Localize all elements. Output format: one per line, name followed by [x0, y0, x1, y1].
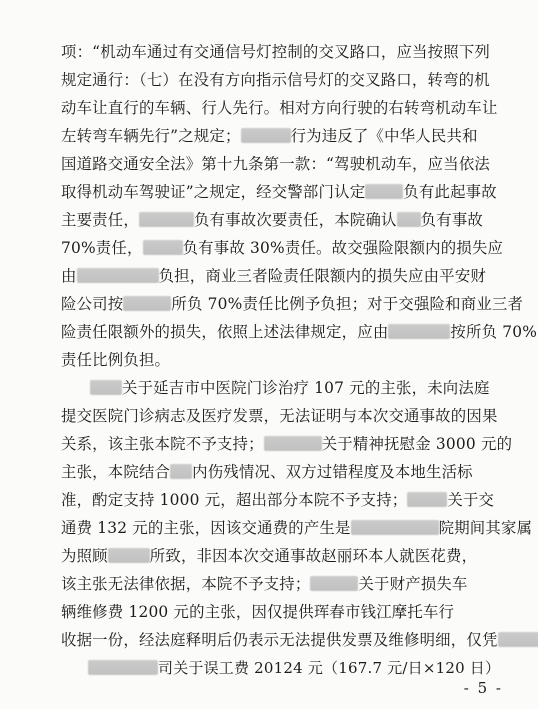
- text-segment: 准，酌定支持 1000 元，超出部分本院不予支持；: [61, 491, 408, 509]
- text-line: [61, 318, 537, 346]
- redaction-block: [498, 632, 538, 647]
- text-segment: 行为违反了《中华人民共和: [290, 127, 478, 145]
- text-line: [61, 542, 477, 570]
- text-line: [61, 38, 490, 66]
- redaction-block: [310, 576, 358, 591]
- redaction-block: [139, 212, 194, 227]
- text-line: [61, 430, 512, 458]
- text-segment: 主张，本院结合: [61, 463, 171, 481]
- text-segment: 关于延吉市中医院门诊治疗 107 元的主张，未向法庭: [122, 379, 490, 397]
- text-line: [61, 122, 478, 150]
- text-segment: 关于交: [447, 491, 495, 509]
- redaction-block: [108, 548, 150, 563]
- redaction-block: [90, 380, 122, 395]
- text-line: [61, 150, 490, 178]
- text-segment: 为照顾: [61, 547, 108, 565]
- text-segment: 取得机动车驾驶证”之规定，经交警部门认定: [61, 183, 366, 201]
- text-line: [61, 206, 483, 234]
- text-segment: 动车让直行的车辆、行人先行。相对方向行驶的右转弯机动车让: [61, 99, 498, 117]
- text-segment: 责任比例负担。: [61, 351, 171, 369]
- text-line: [90, 374, 490, 402]
- redaction-block: [241, 128, 291, 143]
- text-line: [61, 234, 503, 262]
- text-segment: 按所负 70%: [450, 323, 538, 341]
- redaction-block: [397, 212, 421, 227]
- text-segment: 左转弯车辆先行”之规定；: [61, 127, 241, 145]
- text-line: [61, 290, 523, 318]
- text-segment: 负有此起事故: [403, 183, 497, 201]
- text-segment: 提交医院门诊病志及医疗发票，无法证明与本次交通事故的因果: [61, 407, 498, 425]
- text-segment: 70%责任，: [61, 239, 143, 257]
- redaction-block: [264, 436, 322, 451]
- text-line: [61, 178, 497, 206]
- text-line: [61, 486, 494, 514]
- text-line: [61, 66, 490, 94]
- redaction-block: [170, 464, 192, 479]
- text-segment: 司关于误工费 20124 元（167.7 元/日×120 日）: [158, 659, 501, 677]
- text-line: [61, 94, 498, 122]
- text-line: [88, 654, 500, 682]
- text-line: [61, 346, 170, 374]
- redaction-block: [365, 184, 403, 199]
- text-segment: 院期间其家属: [438, 519, 533, 537]
- text-line: [61, 598, 454, 626]
- text-line: [61, 458, 473, 486]
- text-segment: 关于财产损失车: [358, 575, 468, 593]
- text-line: [61, 514, 532, 542]
- text-segment: 负有事故 30%责任。故交强险限额内的损失应: [182, 239, 504, 257]
- redaction-block: [77, 268, 159, 283]
- text-segment: 收据一份，经法庭释明后仍表示无法提供发票及维修明细，仅凭: [61, 631, 498, 649]
- text-segment: 负担，商业三者险责任限额内的损失应由平安财: [158, 267, 486, 285]
- text-segment: 险公司按: [61, 295, 124, 313]
- text-segment: 所负 70%责任比例予负担；对于交强险和商业三者: [171, 295, 524, 313]
- redaction-block: [88, 660, 158, 675]
- redaction-block: [388, 324, 450, 339]
- text-segment: 项：“机动车通过有交通信号灯控制的交叉路口，应当按照下列: [61, 43, 491, 61]
- text-segment: 通费 132 元的主张，因该交通费的产生是: [61, 519, 351, 537]
- redaction-block: [351, 520, 439, 535]
- text-segment: 险责任限额外的损失，依照上述法律规定，应由: [61, 323, 389, 341]
- page-number: - 5 -: [463, 679, 503, 697]
- text-segment: 负有事故次要责任，本院确认: [193, 211, 397, 229]
- redaction-block: [123, 296, 171, 311]
- text-segment: 关于精神抚慰金 3000 元的: [321, 435, 513, 453]
- text-segment: 该主张无法律依据，本院不予支持；: [61, 575, 311, 593]
- text-segment: 所致，非因本次交通事故赵丽环本人就医花费，: [149, 547, 478, 565]
- redaction-block: [407, 492, 447, 507]
- text-line: [61, 626, 538, 654]
- redaction-block: [143, 240, 183, 255]
- text-line: [61, 570, 468, 598]
- text-segment: 规定通行：（七）在没有方向指示信号灯的交叉路口，转弯的机: [61, 71, 490, 89]
- text-segment: 内伤残情况、双方过错程度及本地生活标: [192, 463, 473, 481]
- text-segment: 负有事故: [420, 211, 484, 229]
- text-segment: 主要责任，: [61, 211, 139, 229]
- text-segment: 关系，该主张本院不予支持；: [61, 435, 264, 453]
- text-segment: 国道路交通安全法》第十九条第一款：“驾驶机动车，应当依法: [61, 155, 491, 173]
- text-segment: 由: [61, 267, 77, 285]
- text-line: [61, 262, 486, 290]
- text-segment: 辆维修费 1200 元的主张，因仅提供珲春市钱江摩托车行: [61, 603, 455, 621]
- text-line: [61, 402, 498, 430]
